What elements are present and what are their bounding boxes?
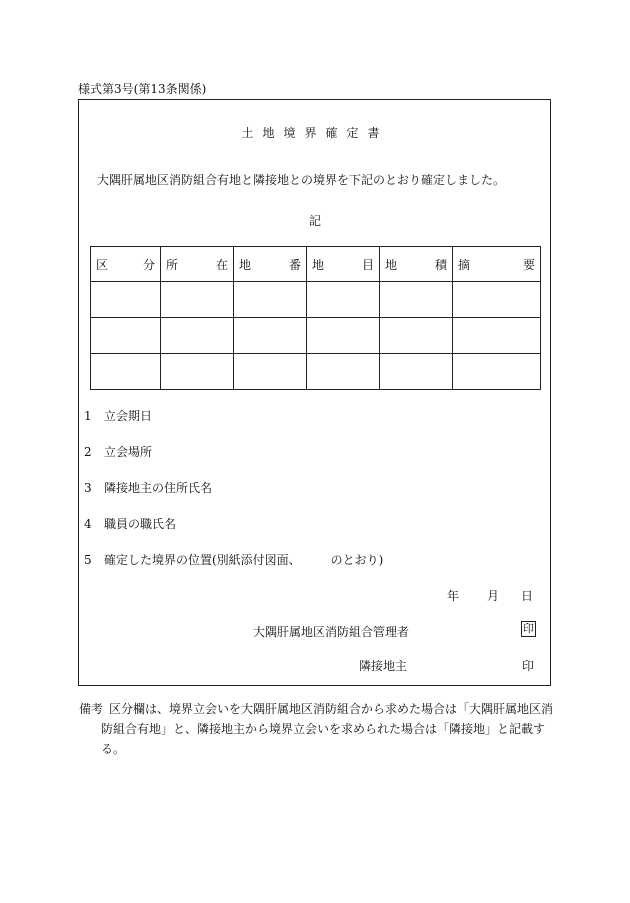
table-cell (307, 318, 380, 354)
table-cell (380, 354, 453, 390)
neighbor-signature-label: 隣接地主 (359, 659, 408, 673)
table-cell (380, 318, 453, 354)
form-number: 様式第3号(第13条関係) (78, 82, 207, 96)
item-text: 立会場所 (104, 445, 153, 459)
header-location: 所在 (161, 247, 234, 282)
table-cell (453, 354, 541, 390)
header-land-type: 地目 (307, 247, 380, 282)
table-row (91, 282, 541, 318)
table-cell (161, 318, 234, 354)
list-item (84, 517, 383, 553)
list-item (84, 409, 383, 445)
item-number: 1 (84, 409, 92, 423)
date-year: 年 (446, 589, 459, 603)
document-title: 土地境界確定書 (241, 126, 389, 140)
table-cell (307, 282, 380, 318)
item-text: 職員の職氏名 (104, 517, 177, 531)
manager-seal: 印 (523, 622, 534, 635)
item-text: 隣接地主の住所氏名 (104, 481, 213, 495)
item-number: 3 (84, 481, 92, 495)
remark-line-3: る。 (101, 742, 126, 756)
parcel-table (90, 246, 541, 390)
neighbor-seal: 印 (522, 659, 535, 673)
table-cell (234, 282, 307, 318)
remark-lead: 備考 (79, 702, 104, 716)
list-item (84, 553, 383, 589)
table-cell (453, 282, 541, 318)
table-cell (91, 282, 161, 318)
list-item (84, 481, 383, 517)
remark-note (79, 699, 555, 759)
header-category: 区分 (91, 247, 161, 282)
item-text: 立会期日 (104, 409, 153, 423)
header-area: 地積 (380, 247, 453, 282)
table-cell (91, 318, 161, 354)
header-lot-number: 地番 (234, 247, 307, 282)
date-month: 月 (486, 589, 499, 603)
ki-heading: 記 (308, 214, 321, 228)
manager-signature-label: 大隅肝属地区消防組合管理者 (253, 625, 410, 639)
table-row (91, 354, 541, 390)
table-cell (234, 318, 307, 354)
intro-text: 大隅肝属地区消防組合有地と隣接地との境界を下記のとおり確定しました。 (97, 173, 506, 187)
item-text: 確定した境界の位置(別紙添付図面、 のとおり) (104, 553, 384, 567)
date-day: 日 (520, 589, 533, 603)
header-remarks: 摘要 (453, 247, 541, 282)
table-row (91, 318, 541, 354)
item-number: 5 (84, 553, 92, 567)
table-cell (380, 282, 453, 318)
table-header-row (91, 247, 541, 282)
remark-line-1: 区分欄は、境界立会いを大隅肝属地区消防組合から求めた場合は「大隅肝属地区消 (109, 702, 554, 716)
table-cell (161, 354, 234, 390)
table-cell (234, 354, 307, 390)
item-number: 2 (84, 445, 92, 459)
item-list (84, 409, 383, 589)
table-cell (307, 354, 380, 390)
date-line (447, 587, 533, 604)
table-cell (161, 282, 234, 318)
remark-line-2: 防組合有地」と、隣接地主から境界立会いを求められた場合は「隣接地」と記載す (101, 722, 546, 736)
item-number: 4 (84, 517, 92, 531)
list-item (84, 445, 383, 481)
table-cell (453, 318, 541, 354)
table-cell (91, 354, 161, 390)
